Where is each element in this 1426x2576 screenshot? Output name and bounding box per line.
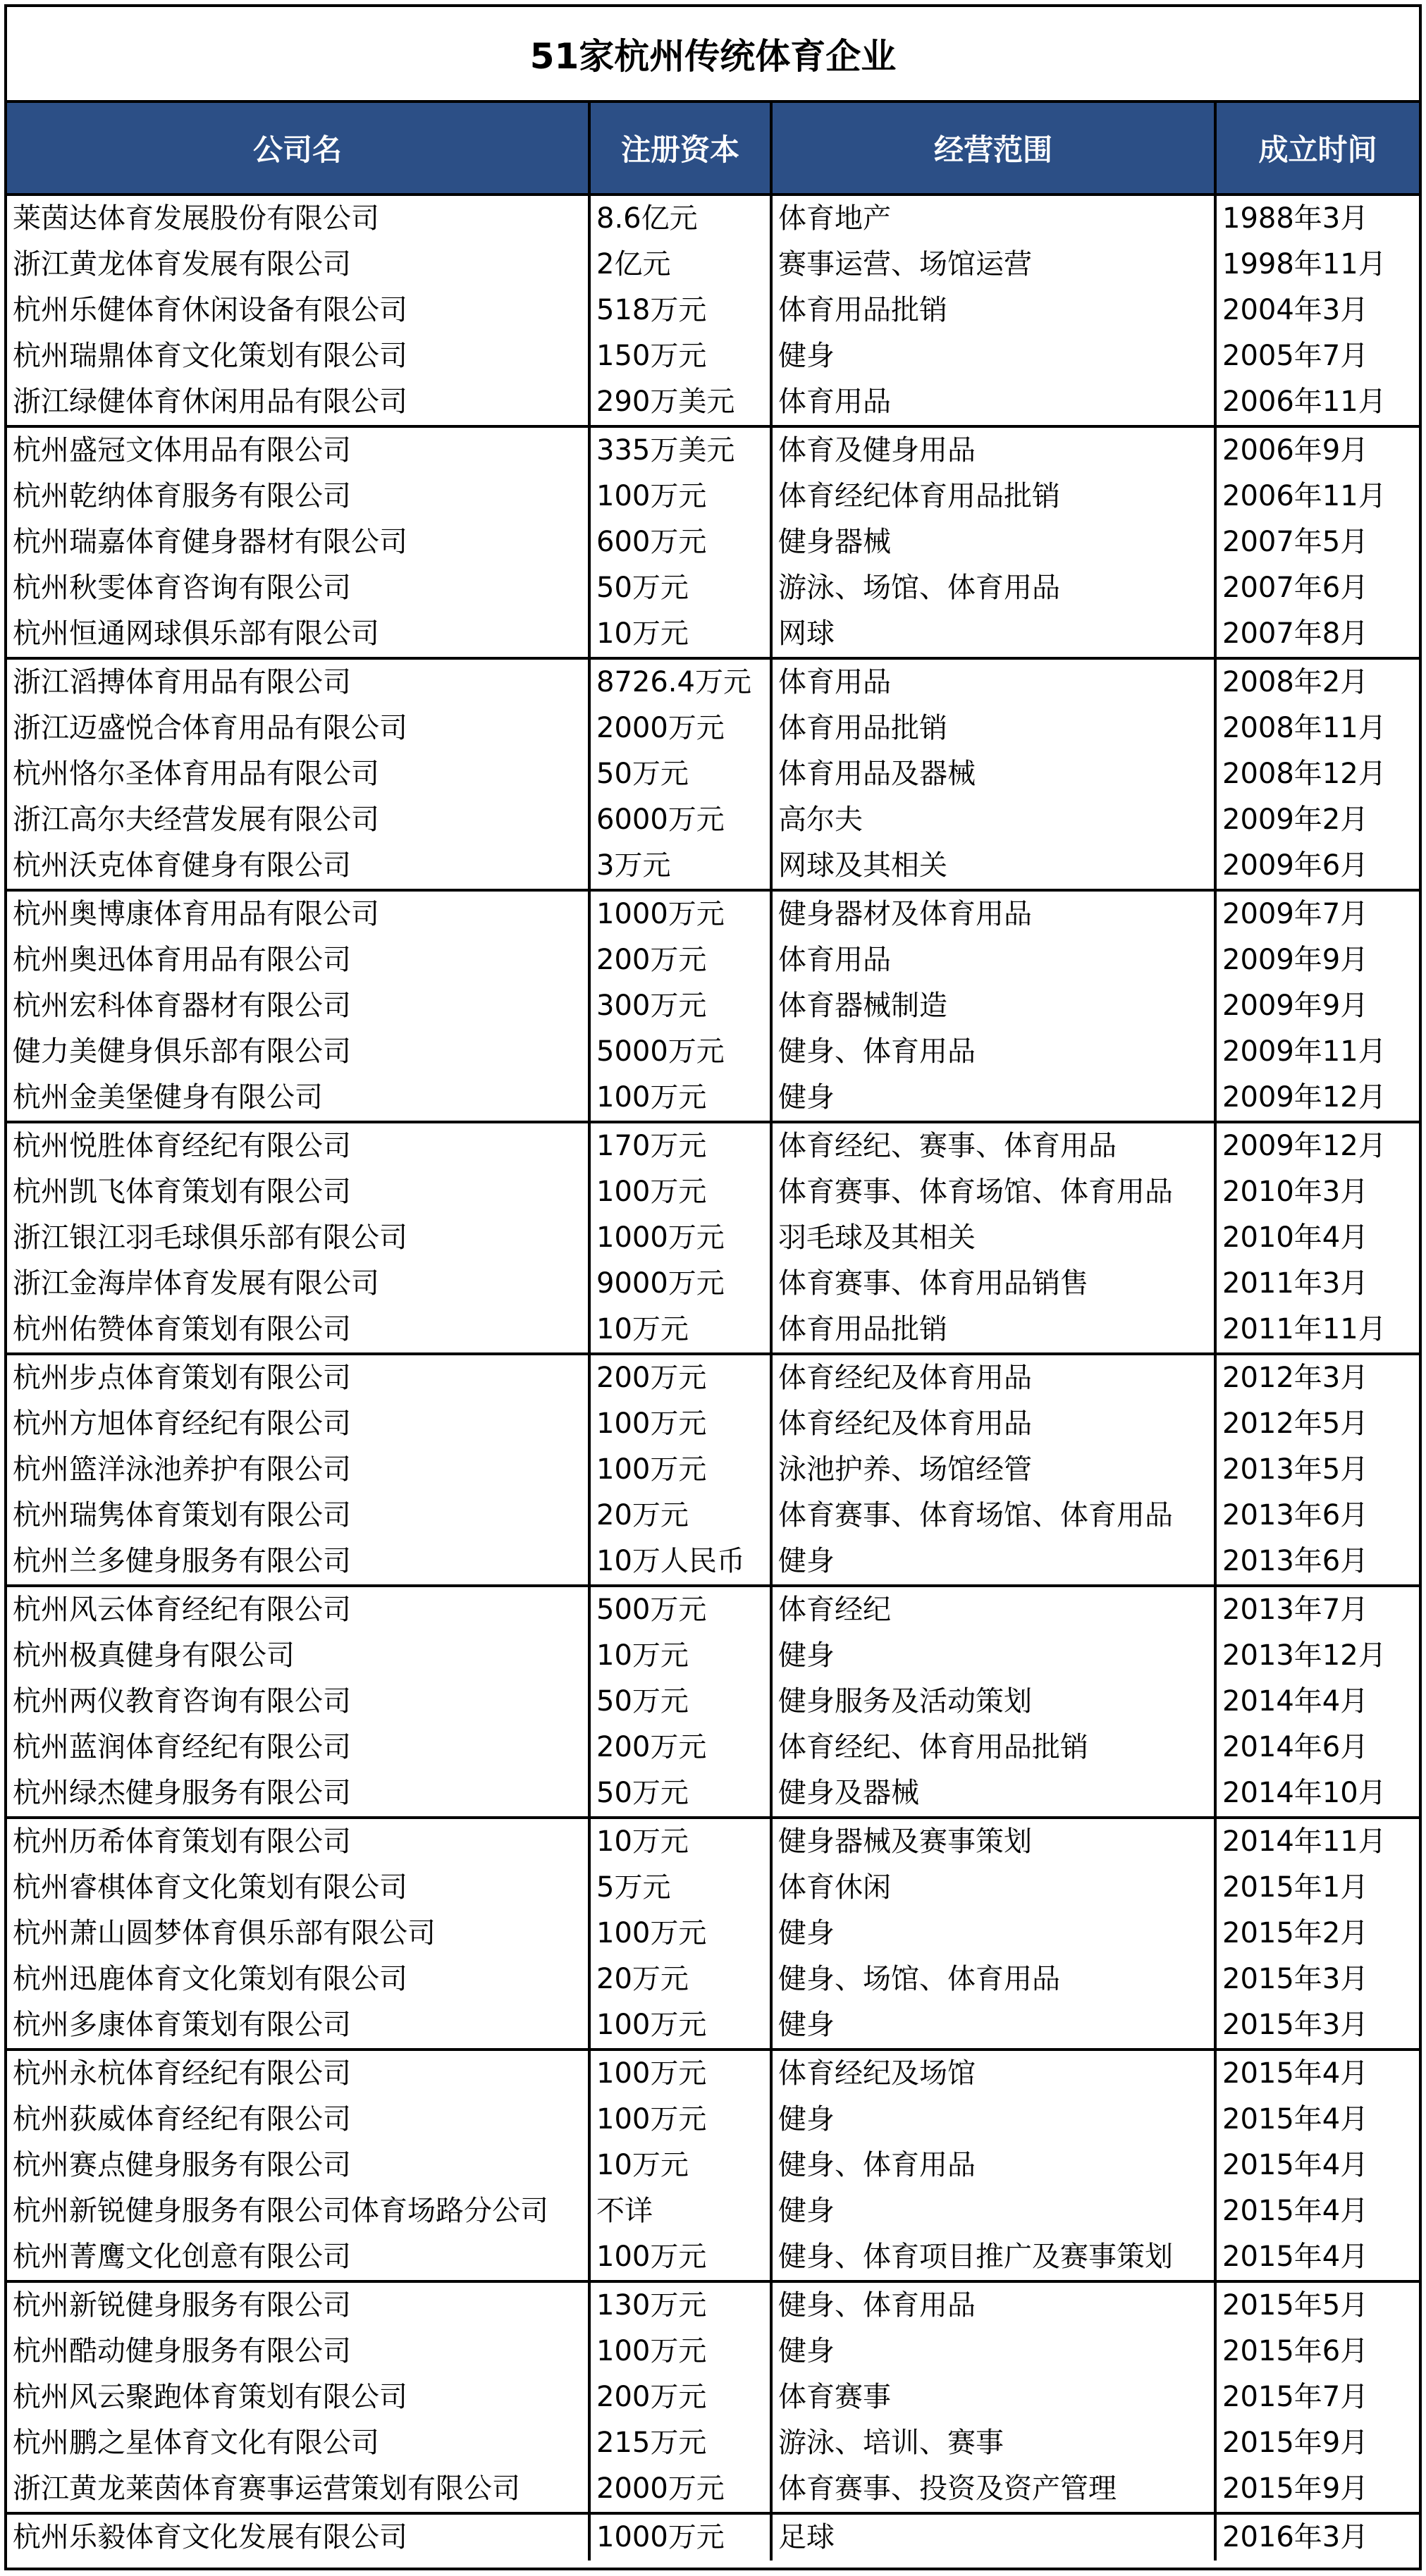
company-name-cell: 浙江黄龙莱茵体育赛事运营策划有限公司 (7, 2466, 589, 2513)
registered-capital-cell: 20万元 (589, 1956, 771, 2002)
table-row (7, 565, 1419, 611)
founded-date-cell: 2015年4月 (1222, 2149, 1369, 2181)
company-name-cell: 杭州乐健体育休闲设备有限公司 (7, 288, 589, 333)
table-row (7, 242, 1419, 288)
founded-date-cell: 2015年2月 (1222, 1917, 1369, 1949)
founded-date-cell: 2009年9月 (1222, 944, 1369, 976)
business-scope-cell: 健身 (771, 1633, 1215, 1679)
table-row (7, 2466, 1419, 2513)
registered-capital-cell: 200万元 (589, 2374, 771, 2420)
registered-capital-cell: 215万元 (589, 2420, 771, 2466)
table-row (7, 1539, 1419, 1586)
company-name-cell: 杭州风云体育经纪有限公司 (7, 1586, 589, 1633)
registered-capital-cell: 100万元 (589, 1075, 771, 1122)
registered-capital-cell: 2000万元 (589, 705, 771, 751)
table-row (7, 2234, 1419, 2281)
business-scope-cell: 健身 (771, 1075, 1215, 1122)
business-scope-cell: 网球及其相关 (771, 843, 1215, 890)
registered-capital-cell: 1000万元 (589, 1215, 771, 1261)
business-scope-cell: 体育经纪及场馆 (771, 2050, 1215, 2097)
table-row (7, 2329, 1419, 2374)
founded-date-cell: 2013年12月 (1222, 1639, 1387, 1672)
business-scope-cell: 健身 (771, 2097, 1215, 2143)
company-name-cell: 杭州赛点健身服务有限公司 (7, 2143, 589, 2188)
founded-date-cell: 2015年3月 (1215, 2002, 1419, 2050)
company-name-cell: 莱茵达体育发展股份有限公司 (7, 195, 589, 242)
business-scope-cell: 体育器械制造 (771, 983, 1215, 1029)
business-scope-cell: 健身、场馆、体育用品 (771, 1956, 1215, 2002)
business-scope-cell: 体育赛事 (771, 2374, 1215, 2420)
registered-capital-cell: 10万人民币 (589, 1539, 771, 1586)
business-scope-cell: 游泳、场馆、体育用品 (771, 565, 1215, 611)
registered-capital-cell: 100万元 (589, 1911, 771, 1956)
table-row (7, 611, 1419, 658)
registered-capital-cell: 100万元 (589, 474, 771, 519)
registered-capital-cell: 5万元 (589, 1865, 771, 1911)
table-row (7, 1215, 1419, 1261)
founded-date-cell: 2013年5月 (1222, 1453, 1369, 1486)
registered-capital-cell: 100万元 (589, 1447, 771, 1493)
table-row (7, 2097, 1419, 2143)
registered-capital-cell: 10万元 (589, 1818, 771, 1865)
table-row (7, 1354, 1419, 1401)
founded-date-cell: 2013年7月 (1222, 1594, 1369, 1626)
founded-date-cell: 2012年3月 (1222, 1362, 1369, 1394)
registered-capital-cell: 335万美元 (589, 426, 771, 474)
business-scope-cell: 体育经纪、体育用品批销 (771, 1725, 1215, 1770)
table-row (7, 658, 1419, 705)
founded-date-cell: 2009年11月 (1222, 1035, 1387, 1068)
registered-capital-cell: 10万元 (589, 611, 771, 658)
founded-date-cell: 2015年9月 (1215, 2466, 1419, 2513)
table-row (7, 1075, 1419, 1122)
business-scope-cell: 健身器械 (771, 519, 1215, 565)
founded-date-cell: 2007年5月 (1222, 526, 1369, 558)
founded-date-cell: 2007年8月 (1215, 611, 1419, 658)
company-name-cell: 杭州恒通网球俱乐部有限公司 (7, 611, 589, 658)
business-scope-cell: 体育休闲 (771, 1865, 1215, 1911)
registered-capital-cell: 290万美元 (589, 379, 771, 426)
founded-date-cell: 2006年11月 (1215, 379, 1419, 426)
spreadsheet (4, 4, 1422, 2570)
founded-date-cell: 2015年4月 (1222, 2057, 1369, 2090)
registered-capital-cell: 3万元 (589, 843, 771, 890)
registered-capital-cell: 50万元 (589, 751, 771, 797)
founded-date-cell: 2008年11月 (1222, 712, 1387, 744)
registered-capital-cell: 200万元 (589, 937, 771, 983)
registered-capital-cell: 1000万元 (589, 2513, 771, 2560)
company-name-cell: 浙江金海岸体育发展有限公司 (7, 1261, 589, 1307)
founded-date-cell: 2015年4月 (1215, 2234, 1419, 2281)
table-row (7, 2420, 1419, 2466)
company-name-cell: 杭州历希体育策划有限公司 (7, 1818, 589, 1865)
table-row (7, 797, 1419, 843)
business-scope-cell: 游泳、培训、赛事 (771, 2420, 1215, 2466)
founded-date-cell: 2016年3月 (1222, 2521, 1369, 2553)
business-scope-cell: 体育用品批销 (771, 288, 1215, 333)
business-scope-cell: 体育用品 (771, 937, 1215, 983)
company-name-cell: 浙江绿健体育休闲用品有限公司 (7, 379, 589, 426)
company-name-cell: 杭州睿棋体育文化策划有限公司 (7, 1865, 589, 1911)
company-name-cell: 杭州盛冠文体用品有限公司 (7, 426, 589, 474)
founded-date-cell: 2009年7月 (1222, 898, 1369, 930)
table-row (7, 2513, 1419, 2560)
company-name-cell: 杭州新锐健身服务有限公司 (7, 2281, 589, 2329)
business-scope-cell: 体育经纪体育用品批销 (771, 474, 1215, 519)
registered-capital-cell: 100万元 (589, 2097, 771, 2143)
company-name-cell: 杭州绿杰健身服务有限公司 (7, 1770, 589, 1818)
founded-date-cell: 2004年3月 (1222, 294, 1369, 326)
business-scope-cell: 健身 (771, 2002, 1215, 2050)
business-scope-cell: 体育用品批销 (771, 705, 1215, 751)
company-name-cell: 杭州恪尔圣体育用品有限公司 (7, 751, 589, 797)
registered-capital-cell: 100万元 (589, 2234, 771, 2281)
company-table (7, 103, 1419, 2560)
business-scope-cell: 健身、体育用品 (771, 1029, 1215, 1075)
registered-capital-cell: 500万元 (589, 1586, 771, 1633)
company-name-cell: 杭州极真健身有限公司 (7, 1633, 589, 1679)
founded-date-cell: 2005年7月 (1222, 340, 1369, 372)
table-row (7, 519, 1419, 565)
table-row (7, 890, 1419, 937)
founded-date-cell: 2013年6月 (1222, 1499, 1369, 1532)
company-name-cell: 浙江滔搏体育用品有限公司 (7, 658, 589, 705)
registered-capital-cell: 8726.4万元 (589, 658, 771, 705)
business-scope-cell: 体育地产 (771, 195, 1215, 242)
founded-date-cell: 2014年4月 (1222, 1685, 1369, 1718)
registered-capital-cell: 200万元 (589, 1725, 771, 1770)
company-name-cell: 浙江高尔夫经营发展有限公司 (7, 797, 589, 843)
founded-date-cell: 2014年10月 (1215, 1770, 1419, 1818)
registered-capital-cell: 20万元 (589, 1493, 771, 1539)
table-row (7, 937, 1419, 983)
business-scope-cell: 体育经纪 (771, 1586, 1215, 1633)
business-scope-cell: 体育用品批销 (771, 1307, 1215, 1354)
founded-date-cell: 2015年4月 (1222, 2195, 1369, 2227)
header-founded-date: 成立时间 (1215, 103, 1419, 195)
table-row (7, 751, 1419, 797)
table-row (7, 2188, 1419, 2234)
table-row (7, 426, 1419, 474)
registered-capital-cell: 8.6亿元 (589, 195, 771, 242)
business-scope-cell: 健身器材及体育用品 (771, 890, 1215, 937)
registered-capital-cell: 9000万元 (589, 1261, 771, 1307)
company-name-cell: 杭州萧山圆梦体育俱乐部有限公司 (7, 1911, 589, 1956)
founded-date-cell: 2015年7月 (1222, 2381, 1369, 2413)
company-name-cell: 杭州蓝润体育经纪有限公司 (7, 1725, 589, 1770)
table-row (7, 288, 1419, 333)
table-row (7, 1956, 1419, 2002)
business-scope-cell: 体育赛事、体育场馆、体育用品 (771, 1493, 1215, 1539)
founded-date-cell: 2009年2月 (1222, 803, 1369, 836)
registered-capital-cell: 5000万元 (589, 1029, 771, 1075)
company-name-cell: 杭州乾纳体育服务有限公司 (7, 474, 589, 519)
business-scope-cell: 网球 (771, 611, 1215, 658)
business-scope-cell: 健身服务及活动策划 (771, 1679, 1215, 1725)
founded-date-cell: 2010年3月 (1222, 1176, 1369, 1208)
table-row (7, 379, 1419, 426)
registered-capital-cell: 50万元 (589, 565, 771, 611)
company-name-cell: 杭州秋雯体育咨询有限公司 (7, 565, 589, 611)
company-name-cell: 杭州荻威体育经纪有限公司 (7, 2097, 589, 2143)
table-row (7, 195, 1419, 242)
founded-date-cell: 2008年12月 (1222, 758, 1387, 790)
table-row (7, 1401, 1419, 1447)
business-scope-cell: 足球 (771, 2513, 1215, 2560)
registered-capital-cell: 1000万元 (589, 890, 771, 937)
registered-capital-cell: 170万元 (589, 1122, 771, 1169)
registered-capital-cell: 2亿元 (589, 242, 771, 288)
business-scope-cell: 高尔夫 (771, 797, 1215, 843)
table-row (7, 1725, 1419, 1770)
founded-date-cell: 2014年6月 (1222, 1731, 1369, 1763)
table-row (7, 1586, 1419, 1633)
business-scope-cell: 健身 (771, 1911, 1215, 1956)
table-row (7, 1770, 1419, 1818)
table-row (7, 1818, 1419, 1865)
business-scope-cell: 体育用品 (771, 379, 1215, 426)
business-scope-cell: 泳池护养、场馆经管 (771, 1447, 1215, 1493)
founded-date-cell: 2015年1月 (1222, 1871, 1369, 1904)
founded-date-cell: 2009年9月 (1222, 990, 1369, 1022)
business-scope-cell: 健身 (771, 333, 1215, 379)
company-name-cell: 杭州瑞隽体育策划有限公司 (7, 1493, 589, 1539)
business-scope-cell: 健身 (771, 2329, 1215, 2374)
company-name-cell: 浙江黄龙体育发展有限公司 (7, 242, 589, 288)
registered-capital-cell: 200万元 (589, 1354, 771, 1401)
table-row (7, 1029, 1419, 1075)
registered-capital-cell: 100万元 (589, 2050, 771, 2097)
registered-capital-cell: 50万元 (589, 1770, 771, 1818)
company-name-cell: 杭州悦胜体育经纪有限公司 (7, 1122, 589, 1169)
company-name-cell: 杭州兰多健身服务有限公司 (7, 1539, 589, 1586)
business-scope-cell: 体育经纪、赛事、体育用品 (771, 1122, 1215, 1169)
founded-date-cell: 2015年9月 (1222, 2427, 1369, 2459)
registered-capital-cell: 10万元 (589, 1307, 771, 1354)
table-row (7, 1493, 1419, 1539)
business-scope-cell: 体育用品 (771, 658, 1215, 705)
registered-capital-cell: 50万元 (589, 1679, 771, 1725)
table-row (7, 2050, 1419, 2097)
founded-date-cell: 1998年11月 (1222, 248, 1387, 281)
table-row (7, 474, 1419, 519)
table-row (7, 843, 1419, 890)
header-registered-capital: 注册资本 (589, 103, 771, 195)
business-scope-cell: 健身、体育项目推广及赛事策划 (771, 2234, 1215, 2281)
founded-date-cell: 2012年5月 (1222, 1407, 1369, 1440)
company-name-cell: 杭州沃克体育健身有限公司 (7, 843, 589, 890)
table-row (7, 705, 1419, 751)
company-name-cell: 杭州奥迅体育用品有限公司 (7, 937, 589, 983)
company-name-cell: 杭州菁鹰文化创意有限公司 (7, 2234, 589, 2281)
company-name-cell: 杭州奥博康体育用品有限公司 (7, 890, 589, 937)
company-name-cell: 杭州永杭体育经纪有限公司 (7, 2050, 589, 2097)
header-row (7, 103, 1419, 195)
company-name-cell: 杭州两仪教育咨询有限公司 (7, 1679, 589, 1725)
business-scope-cell: 健身、体育用品 (771, 2281, 1215, 2329)
company-name-cell: 杭州篮洋泳池养护有限公司 (7, 1447, 589, 1493)
founded-date-cell: 2011年11月 (1215, 1307, 1419, 1354)
business-scope-cell: 体育赛事、投资及资产管理 (771, 2466, 1215, 2513)
company-name-cell: 杭州方旭体育经纪有限公司 (7, 1401, 589, 1447)
business-scope-cell: 健身 (771, 2188, 1215, 2234)
table-body (7, 195, 1419, 2560)
company-name-cell: 杭州步点体育策划有限公司 (7, 1354, 589, 1401)
founded-date-cell: 1988年3月 (1222, 202, 1369, 235)
registered-capital-cell: 300万元 (589, 983, 771, 1029)
company-name-cell: 杭州新锐健身服务有限公司体育场路分公司 (7, 2188, 589, 2234)
business-scope-cell: 体育赛事、体育用品销售 (771, 1261, 1215, 1307)
registered-capital-cell: 6000万元 (589, 797, 771, 843)
founded-date-cell: 2014年11月 (1222, 1825, 1387, 1858)
business-scope-cell: 体育赛事、体育场馆、体育用品 (771, 1169, 1215, 1215)
company-name-cell: 杭州佑赞体育策划有限公司 (7, 1307, 589, 1354)
registered-capital-cell: 100万元 (589, 2002, 771, 2050)
founded-date-cell: 2015年5月 (1222, 2289, 1369, 2322)
table-row (7, 2281, 1419, 2329)
company-name-cell: 杭州酷动健身服务有限公司 (7, 2329, 589, 2374)
founded-date-cell: 2009年6月 (1215, 843, 1419, 890)
business-scope-cell: 健身及器械 (771, 1770, 1215, 1818)
company-name-cell: 杭州风云聚跑体育策划有限公司 (7, 2374, 589, 2420)
registered-capital-cell: 518万元 (589, 288, 771, 333)
founded-date-cell: 2009年12月 (1215, 1075, 1419, 1122)
registered-capital-cell: 150万元 (589, 333, 771, 379)
table-row (7, 2374, 1419, 2420)
founded-date-cell: 2015年3月 (1222, 1963, 1369, 1995)
table-row (7, 1633, 1419, 1679)
business-scope-cell: 体育经纪及体育用品 (771, 1354, 1215, 1401)
business-scope-cell: 健身器械及赛事策划 (771, 1818, 1215, 1865)
registered-capital-cell: 2000万元 (589, 2466, 771, 2513)
founded-date-cell: 2008年2月 (1222, 666, 1369, 698)
business-scope-cell: 健身、体育用品 (771, 2143, 1215, 2188)
business-scope-cell: 羽毛球及其相关 (771, 1215, 1215, 1261)
table-row (7, 1261, 1419, 1307)
founded-date-cell: 2015年6月 (1222, 2335, 1369, 2367)
registered-capital-cell: 10万元 (589, 2143, 771, 2188)
company-name-cell: 杭州多康体育策划有限公司 (7, 2002, 589, 2050)
business-scope-cell: 健身 (771, 1539, 1215, 1586)
company-name-cell: 杭州瑞鼎体育文化策划有限公司 (7, 333, 589, 379)
company-name-cell: 杭州瑞嘉体育健身器材有限公司 (7, 519, 589, 565)
business-scope-cell: 体育及健身用品 (771, 426, 1215, 474)
founded-date-cell: 2006年11月 (1222, 480, 1387, 512)
registered-capital-cell: 130万元 (589, 2281, 771, 2329)
table-row (7, 1122, 1419, 1169)
business-scope-cell: 体育用品及器械 (771, 751, 1215, 797)
registered-capital-cell: 600万元 (589, 519, 771, 565)
table-row (7, 1169, 1419, 1215)
registered-capital-cell: 100万元 (589, 1401, 771, 1447)
founded-date-cell: 2015年4月 (1222, 2103, 1369, 2136)
registered-capital-cell: 不详 (589, 2188, 771, 2234)
table-row (7, 983, 1419, 1029)
table-row (7, 1307, 1419, 1354)
founded-date-cell: 2006年9月 (1222, 434, 1369, 467)
company-name-cell: 杭州金美堡健身有限公司 (7, 1075, 589, 1122)
table-row (7, 2143, 1419, 2188)
table-row (7, 2002, 1419, 2050)
company-name-cell: 杭州凯飞体育策划有限公司 (7, 1169, 589, 1215)
company-name-cell: 杭州乐毅体育文化发展有限公司 (7, 2513, 589, 2560)
registered-capital-cell: 100万元 (589, 1169, 771, 1215)
business-scope-cell: 体育经纪及体育用品 (771, 1401, 1215, 1447)
page-title: 51家杭州传统体育企业 (7, 7, 1419, 103)
table-row (7, 1447, 1419, 1493)
founded-date-cell: 2009年12月 (1222, 1130, 1387, 1162)
founded-date-cell: 2013年6月 (1215, 1539, 1419, 1586)
company-name-cell: 浙江银江羽毛球俱乐部有限公司 (7, 1215, 589, 1261)
founded-date-cell: 2011年3月 (1222, 1267, 1369, 1300)
header-company-name: 公司名 (7, 103, 589, 195)
table-row (7, 1865, 1419, 1911)
table-row (7, 1679, 1419, 1725)
founded-date-cell: 2010年4月 (1222, 1221, 1369, 1254)
header-business-scope: 经营范围 (771, 103, 1215, 195)
table-row (7, 1911, 1419, 1956)
company-name-cell: 健力美健身俱乐部有限公司 (7, 1029, 589, 1075)
business-scope-cell: 赛事运营、场馆运营 (771, 242, 1215, 288)
company-name-cell: 杭州宏科体育器材有限公司 (7, 983, 589, 1029)
company-name-cell: 杭州鹏之星体育文化有限公司 (7, 2420, 589, 2466)
registered-capital-cell: 10万元 (589, 1633, 771, 1679)
company-name-cell: 浙江迈盛悦合体育用品有限公司 (7, 705, 589, 751)
founded-date-cell: 2007年6月 (1222, 572, 1369, 604)
company-name-cell: 杭州迅鹿体育文化策划有限公司 (7, 1956, 589, 2002)
registered-capital-cell: 100万元 (589, 2329, 771, 2374)
table-row (7, 333, 1419, 379)
